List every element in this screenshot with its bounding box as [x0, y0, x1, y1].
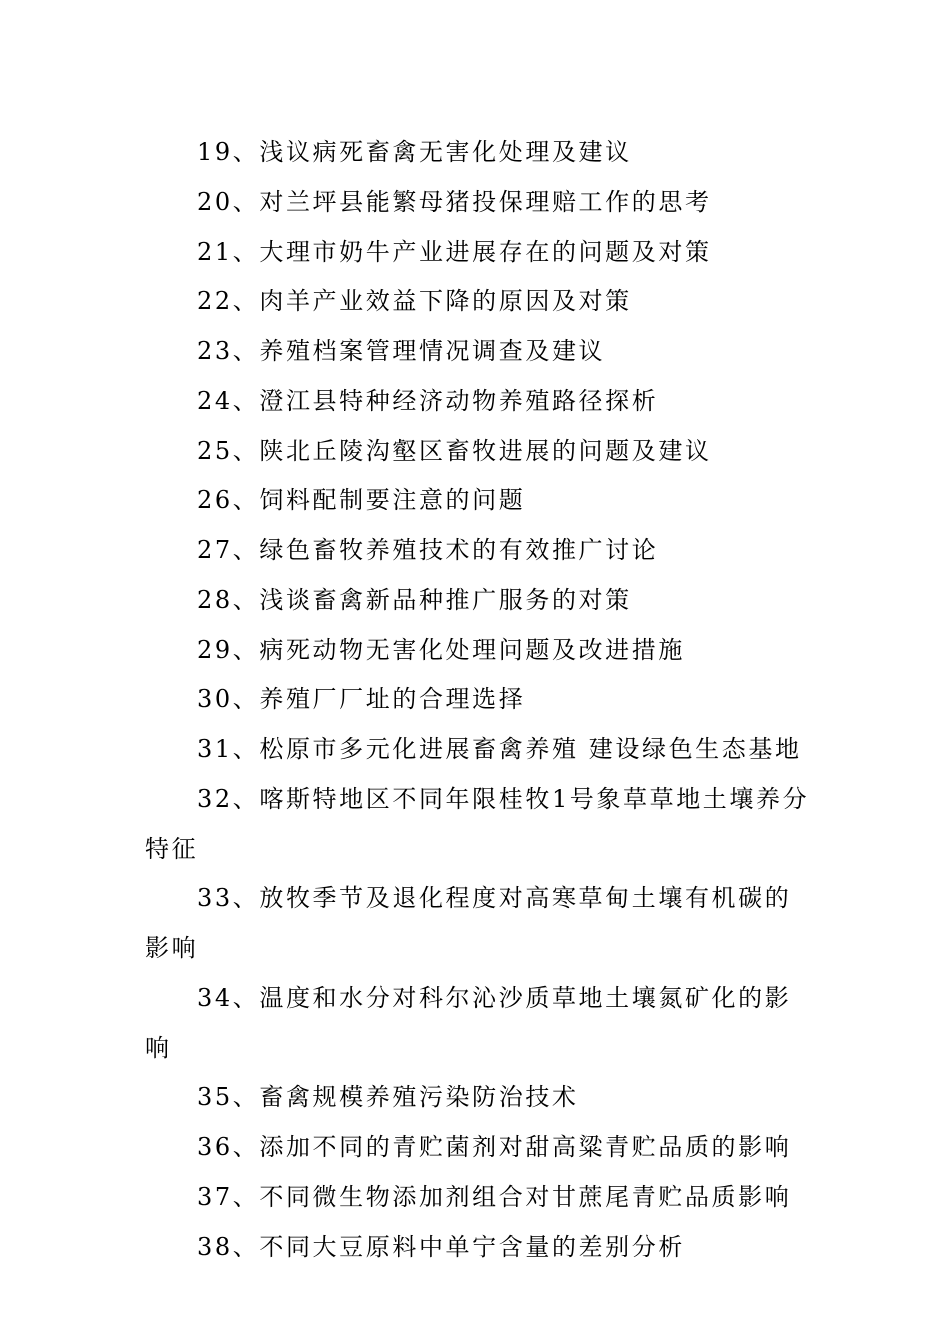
list-item: 34、温度和水分对科尔沁沙质草地土壤氮矿化的影响 — [145, 983, 792, 1062]
list-item: 24、澄江县特种经济动物养殖路径探析 — [197, 386, 659, 415]
list-item: 26、饲料配制要注意的问题 — [197, 486, 526, 515]
list-item: 22、肉羊产业效益下降的原因及对策 — [197, 287, 632, 316]
list-item: 37、不同微生物添加剂组合对甘蔗尾青贮品质影响 — [197, 1182, 792, 1211]
list-item: 35、畜禽规模养殖污染防治技术 — [197, 1083, 579, 1112]
list-item: 25、陕北丘陵沟壑区畜牧进展的问题及建议 — [197, 436, 712, 465]
list-item: 28、浅谈畜禽新品种推广服务的对策 — [197, 585, 632, 614]
list-item: 23、养殖档案管理情况调查及建议 — [197, 337, 606, 365]
list-item: 20、对兰坪县能繁母猪投保理赔工作的思考 — [197, 187, 712, 216]
list-item: 21、大理市奶牛产业进展存在的问题及对策 — [197, 237, 712, 266]
topic-list — [145, 128, 810, 1272]
list-item: 36、添加不同的青贮菌剂对甜高粱青贮品质的影响 — [197, 1133, 792, 1161]
list-item: 32、喀斯特地区不同年限桂牧1号象草草地土壤养分特征 — [145, 784, 810, 863]
list-item: 30、养殖厂厂址的合理选择 — [197, 685, 526, 714]
list-item: 38、不同大豆原料中单宁含量的差别分析 — [197, 1232, 685, 1261]
list-item: 33、放牧季节及退化程度对高寒草甸土壤有机碳的影响 — [145, 884, 792, 962]
list-item: 19、浅议病死畜禽无害化处理及建议 — [197, 138, 632, 166]
list-item: 29、病死动物无害化处理问题及改进措施 — [197, 635, 685, 664]
list-item: 31、松原市多元化进展畜禽养殖 建设绿色生态基地 — [197, 735, 802, 763]
list-item: 27、绿色畜牧养殖技术的有效推广讨论 — [197, 536, 659, 564]
